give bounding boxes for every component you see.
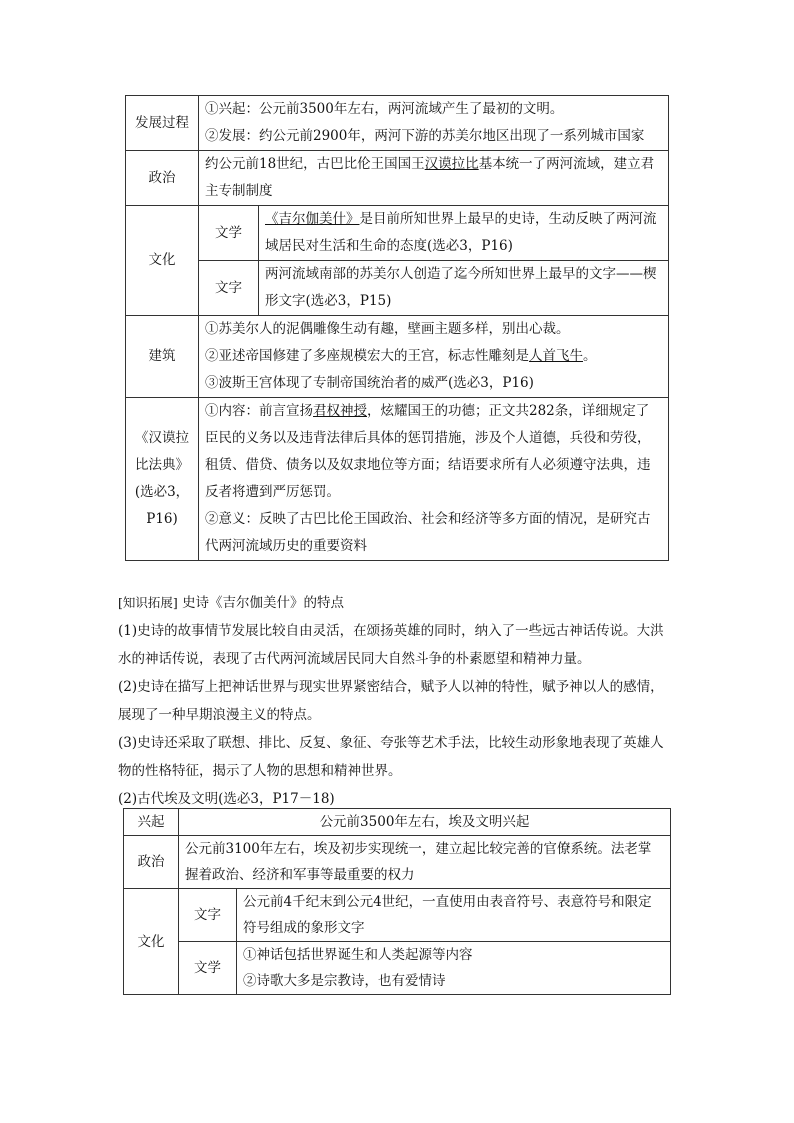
egypt-heading: (2)古代埃及文明(选必3，P17－18) xyxy=(118,791,335,807)
table-row xyxy=(126,398,669,561)
knowledge-title: 史诗《吉尔伽美什》的特点 xyxy=(182,595,345,611)
egypt-table xyxy=(123,808,671,995)
architecture-line-2-after: 。 xyxy=(583,348,597,364)
literature-cell xyxy=(259,206,669,261)
epic-title: 《吉尔伽美什》 xyxy=(265,211,360,227)
politics-text-after: 基本统一了两河流域，建立君主专制制度 xyxy=(205,156,655,199)
sub-header-egypt-literature: 文学 xyxy=(179,942,237,995)
architecture-line-3: ③波斯王宫体现了专制帝国统治者的威严(选必3，P16) xyxy=(205,375,534,391)
sub-header-egypt-writing: 文字 xyxy=(179,889,237,942)
code-content-underlined: 君权神授 xyxy=(313,403,367,419)
writing-cell: 两河流域南部的苏美尔人创造了迄今所知世界上最早的文字——楔形文字(选必3，P15) xyxy=(259,261,669,316)
knowledge-item-1: (1)史诗的故事情节发展比较自由灵活，在颂扬英雄的同时，纳入了一些远古神话传说。大洪水的神话传说，表现了古代两河流域居民同大自然斗争的朴素愿望和精神力量。 xyxy=(118,623,664,667)
table-row xyxy=(126,261,669,316)
code-content xyxy=(205,398,662,506)
architecture-line-2-before: ②亚述帝国修建了多座规模宏大的王宫，标志性雕刻是 xyxy=(205,348,529,364)
egypt-literature-cell xyxy=(237,942,671,995)
table-row xyxy=(126,151,669,206)
architecture-cell xyxy=(199,316,669,398)
development-growth: ②发展：约公元前2900年，两河下游的苏美尔地区出现了一系列城市国家 xyxy=(205,128,645,144)
development-cell xyxy=(199,96,669,151)
egypt-writing-cell: 公元前4千纪末到公元4世纪，一直使用由表音符号、表意符号和限定符号组成的象形文字 xyxy=(237,889,671,942)
code-content-after: ，炫耀国王的功德；正文共282条，详细规定了臣民的义务以及违背法律后具体的惩罚措施，涉及个人道德，兵役和劳役，租赁、借贷、债务以及奴隶地位等方面；结语要求所有人必须遵守法典，违反者将遭到严厉惩罚。 xyxy=(205,403,651,500)
mesopotamia-table xyxy=(125,95,669,561)
rise-cell: 公元前3500年左右，埃及文明兴起 xyxy=(179,809,671,836)
row-header-development: 发展过程 xyxy=(126,96,199,151)
egypt-literature-line-2: ②诗歌大多是宗教诗，也有爱情诗 xyxy=(243,973,446,989)
architecture-line-2 xyxy=(205,343,662,370)
politics-text-before: 约公元前18世纪，古巴比伦王国国王 xyxy=(205,156,425,172)
row-header-architecture: 建筑 xyxy=(126,316,199,398)
table-row xyxy=(124,809,671,836)
egypt-politics-cell: 公元前3100年左右，埃及初步实现统一，建立起比较完善的官僚系统。法老掌握着政治、经济和军事等最重要的权力 xyxy=(179,836,671,889)
code-cell xyxy=(199,398,669,561)
architecture-line-2-underlined: 人首飞牛 xyxy=(529,348,583,364)
row-header-politics: 政治 xyxy=(126,151,199,206)
egypt-literature-line-1: ①神话包括世界诞生和人类起源等内容 xyxy=(243,947,473,963)
row-header-culture: 文化 xyxy=(126,206,199,316)
table-row xyxy=(124,889,671,942)
table-row xyxy=(124,942,671,995)
code-significance: ②意义：反映了古巴比伦王国政治、社会和经济等多方面的情况，是研究古代两河流域历史的重要资料 xyxy=(205,511,651,554)
code-content-before: ①内容：前言宣扬 xyxy=(205,403,313,419)
knowledge-item-3: (3)史诗还采取了联想、排比、反复、象征、夸张等艺术手法，比较生动形象地表现了英雄人物的性格特征，揭示了人物的思想和精神世界。 xyxy=(118,735,664,779)
sub-header-writing: 文字 xyxy=(199,261,259,316)
row-header-egypt-culture: 文化 xyxy=(124,889,179,995)
architecture-line-1: ①苏美尔人的泥偶雕像生动有趣，壁画主题多样，别出心裁。 xyxy=(205,321,570,337)
knowledge-heading xyxy=(118,589,674,617)
politics-cell xyxy=(199,151,669,206)
table-row xyxy=(126,316,669,398)
knowledge-section xyxy=(118,589,674,813)
table-row xyxy=(124,836,671,889)
knowledge-tag: [知识拓展] xyxy=(118,595,178,610)
row-header-code: 《汉谟拉比法典》(选必3，P16) xyxy=(126,398,199,561)
table-row xyxy=(126,96,669,151)
politics-underlined: 汉谟拉比 xyxy=(424,156,479,172)
knowledge-item-2: (2)史诗在描写上把神话世界与现实世界紧密结合，赋予人以神的特性，赋予神以人的感情，展现了一种早期浪漫主义的特点。 xyxy=(118,679,664,723)
sub-header-literature: 文学 xyxy=(199,206,259,261)
table-row xyxy=(126,206,669,261)
literature-text: 是目前所知世界上最早的史诗，生动反映了两河流域居民对生活和生命的态度(选必3，P16) xyxy=(265,211,657,254)
development-rise: ①兴起：公元前3500年左右，两河流域产生了最初的文明。 xyxy=(205,101,564,117)
row-header-egypt-politics: 政治 xyxy=(124,836,179,889)
row-header-rise: 兴起 xyxy=(124,809,179,836)
